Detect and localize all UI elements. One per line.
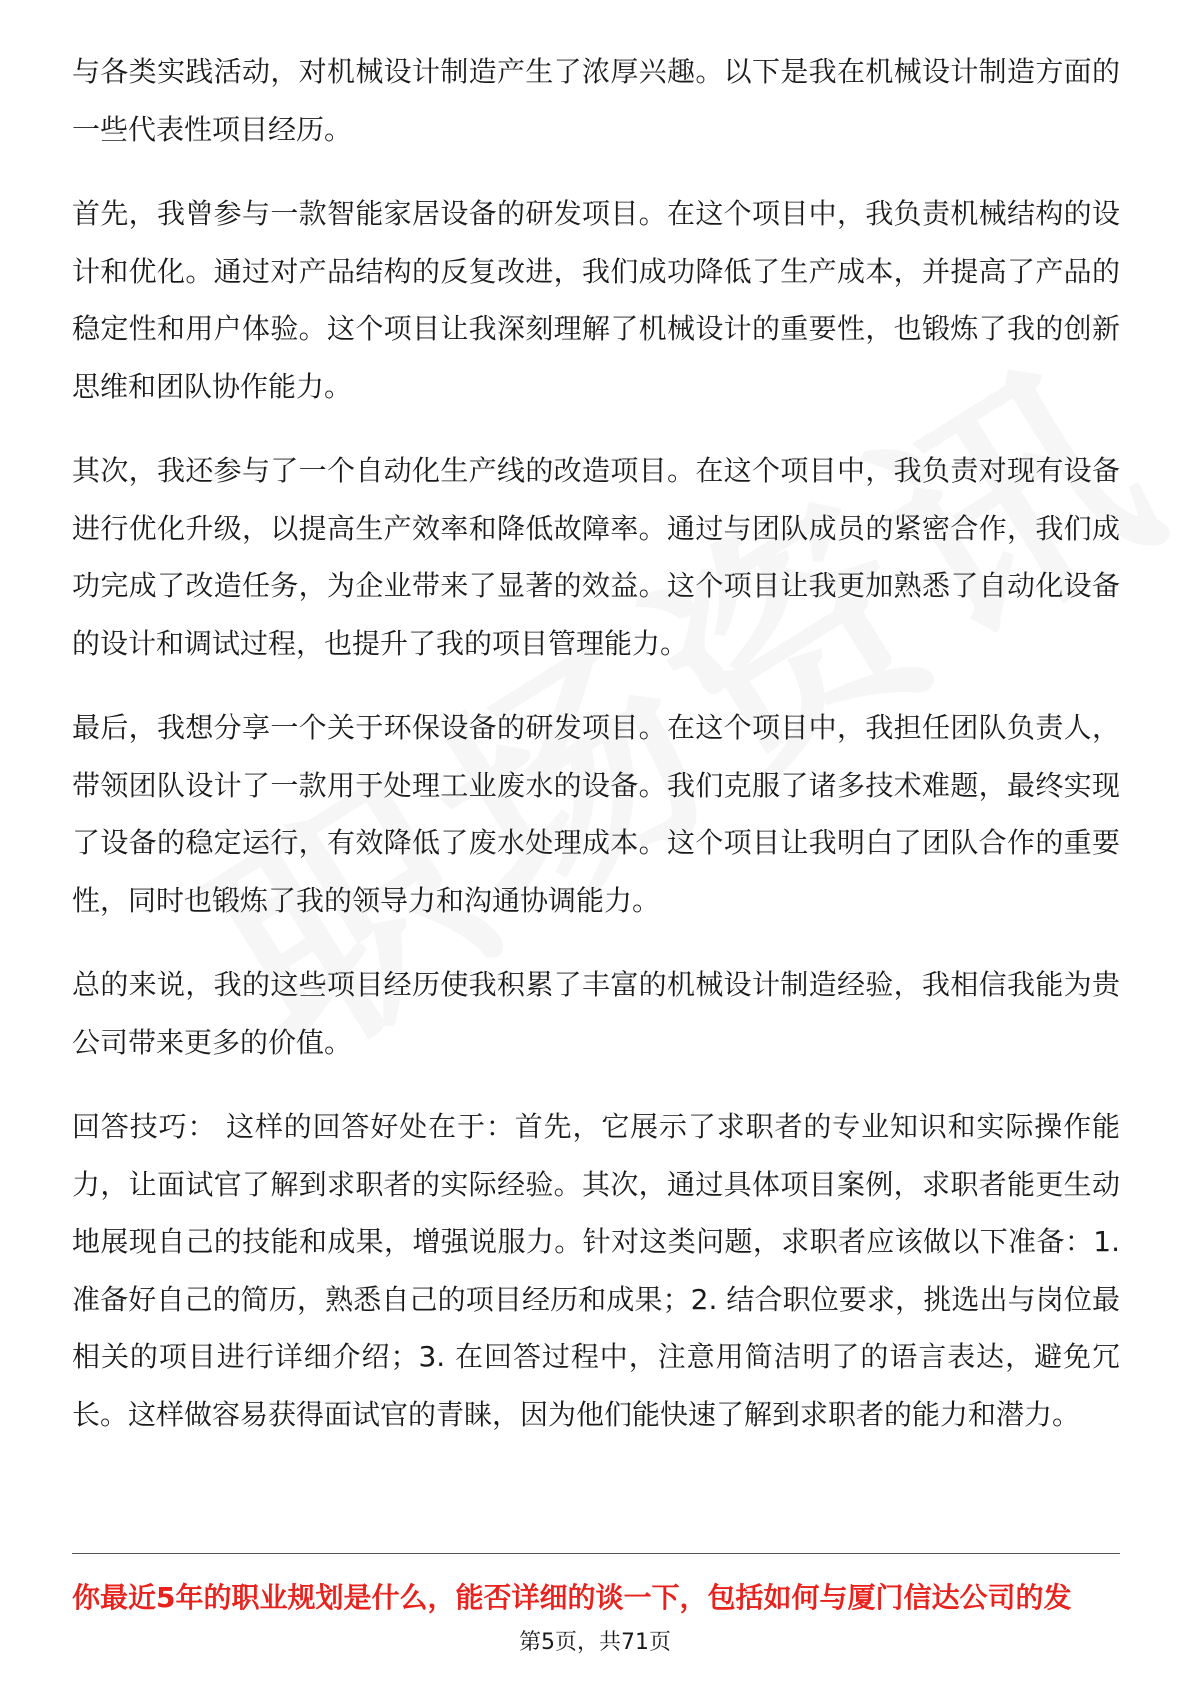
next-question-heading: 你最近5年的职业规划是什么，能否详细的谈一下，包括如何与厦门信达公司的发	[72, 1581, 1072, 1614]
answer-body	[72, 43, 1120, 1470]
paragraph-automation-project: 其次，我还参与了一个自动化生产线的改造项目。在这个项目中，我负责对现有设备进行优化升级，以提高生产效率和降低故障率。通过与团队成员的紧密合作，我们成功完成了改造任务，为企业带来了显著的效益。这个项目让我更加熟悉了自动化设备的设计和调试过程，也提升了我的项目管理能力。	[72, 454, 1120, 660]
paragraph-intro-continuation: 与各类实践活动，对机械设计制造产生了浓厚兴趣。以下是我在机械设计制造方面的一些代表性项目经历。	[72, 55, 1120, 146]
page-number: 第5页，共71页	[519, 1630, 671, 1655]
paragraph-answer-tips: 回答技巧： 这样的回答好处在于：首先，它展示了求职者的专业知识和实际操作能力，让面试官了解到求职者的实际经验。其次，通过具体项目案例，求职者能更生动地展现自己的技能和成果，增强说服力。针对这类问题，求职者应该做以下准备：1. 准备好自己的简历，熟悉自己的项目经历和成果；2. 结合职位要求，挑选出与岗位最相关的项目进行详细介绍；3. 在回答过程中，注意用简洁明了的语言表达，避免冗长。这样做容易获得面试官的青睐，因为他们能快速了解到求职者的能力和潜力。	[72, 1110, 1120, 1431]
paragraph-summary: 总的来说，我的这些项目经历使我积累了丰富的机械设计制造经验，我相信我能为贵公司带来更多的价值。	[72, 968, 1120, 1059]
paragraph-environmental-project: 最后，我想分享一个关于环保设备的研发项目。在这个项目中，我担任团队负责人，带领团队设计了一款用于处理工业废水的设备。我们克服了诸多技术难题，最终实现了设备的稳定运行，有效降低了废水处理成本。这个项目让我明白了团队合作的重要性，同时也锻炼了我的领导力和沟通协调能力。	[72, 711, 1120, 917]
section-divider	[72, 1553, 1120, 1554]
paragraph-smart-home-project: 首先，我曾参与一款智能家居设备的研发项目。在这个项目中，我负责机械结构的设计和优化。通过对产品结构的反复改进，我们成功降低了生产成本，并提高了产品的稳定性和用户体验。这个项目让我深刻理解了机械设计的重要性，也锻炼了我的创新思维和团队协作能力。	[72, 197, 1120, 403]
